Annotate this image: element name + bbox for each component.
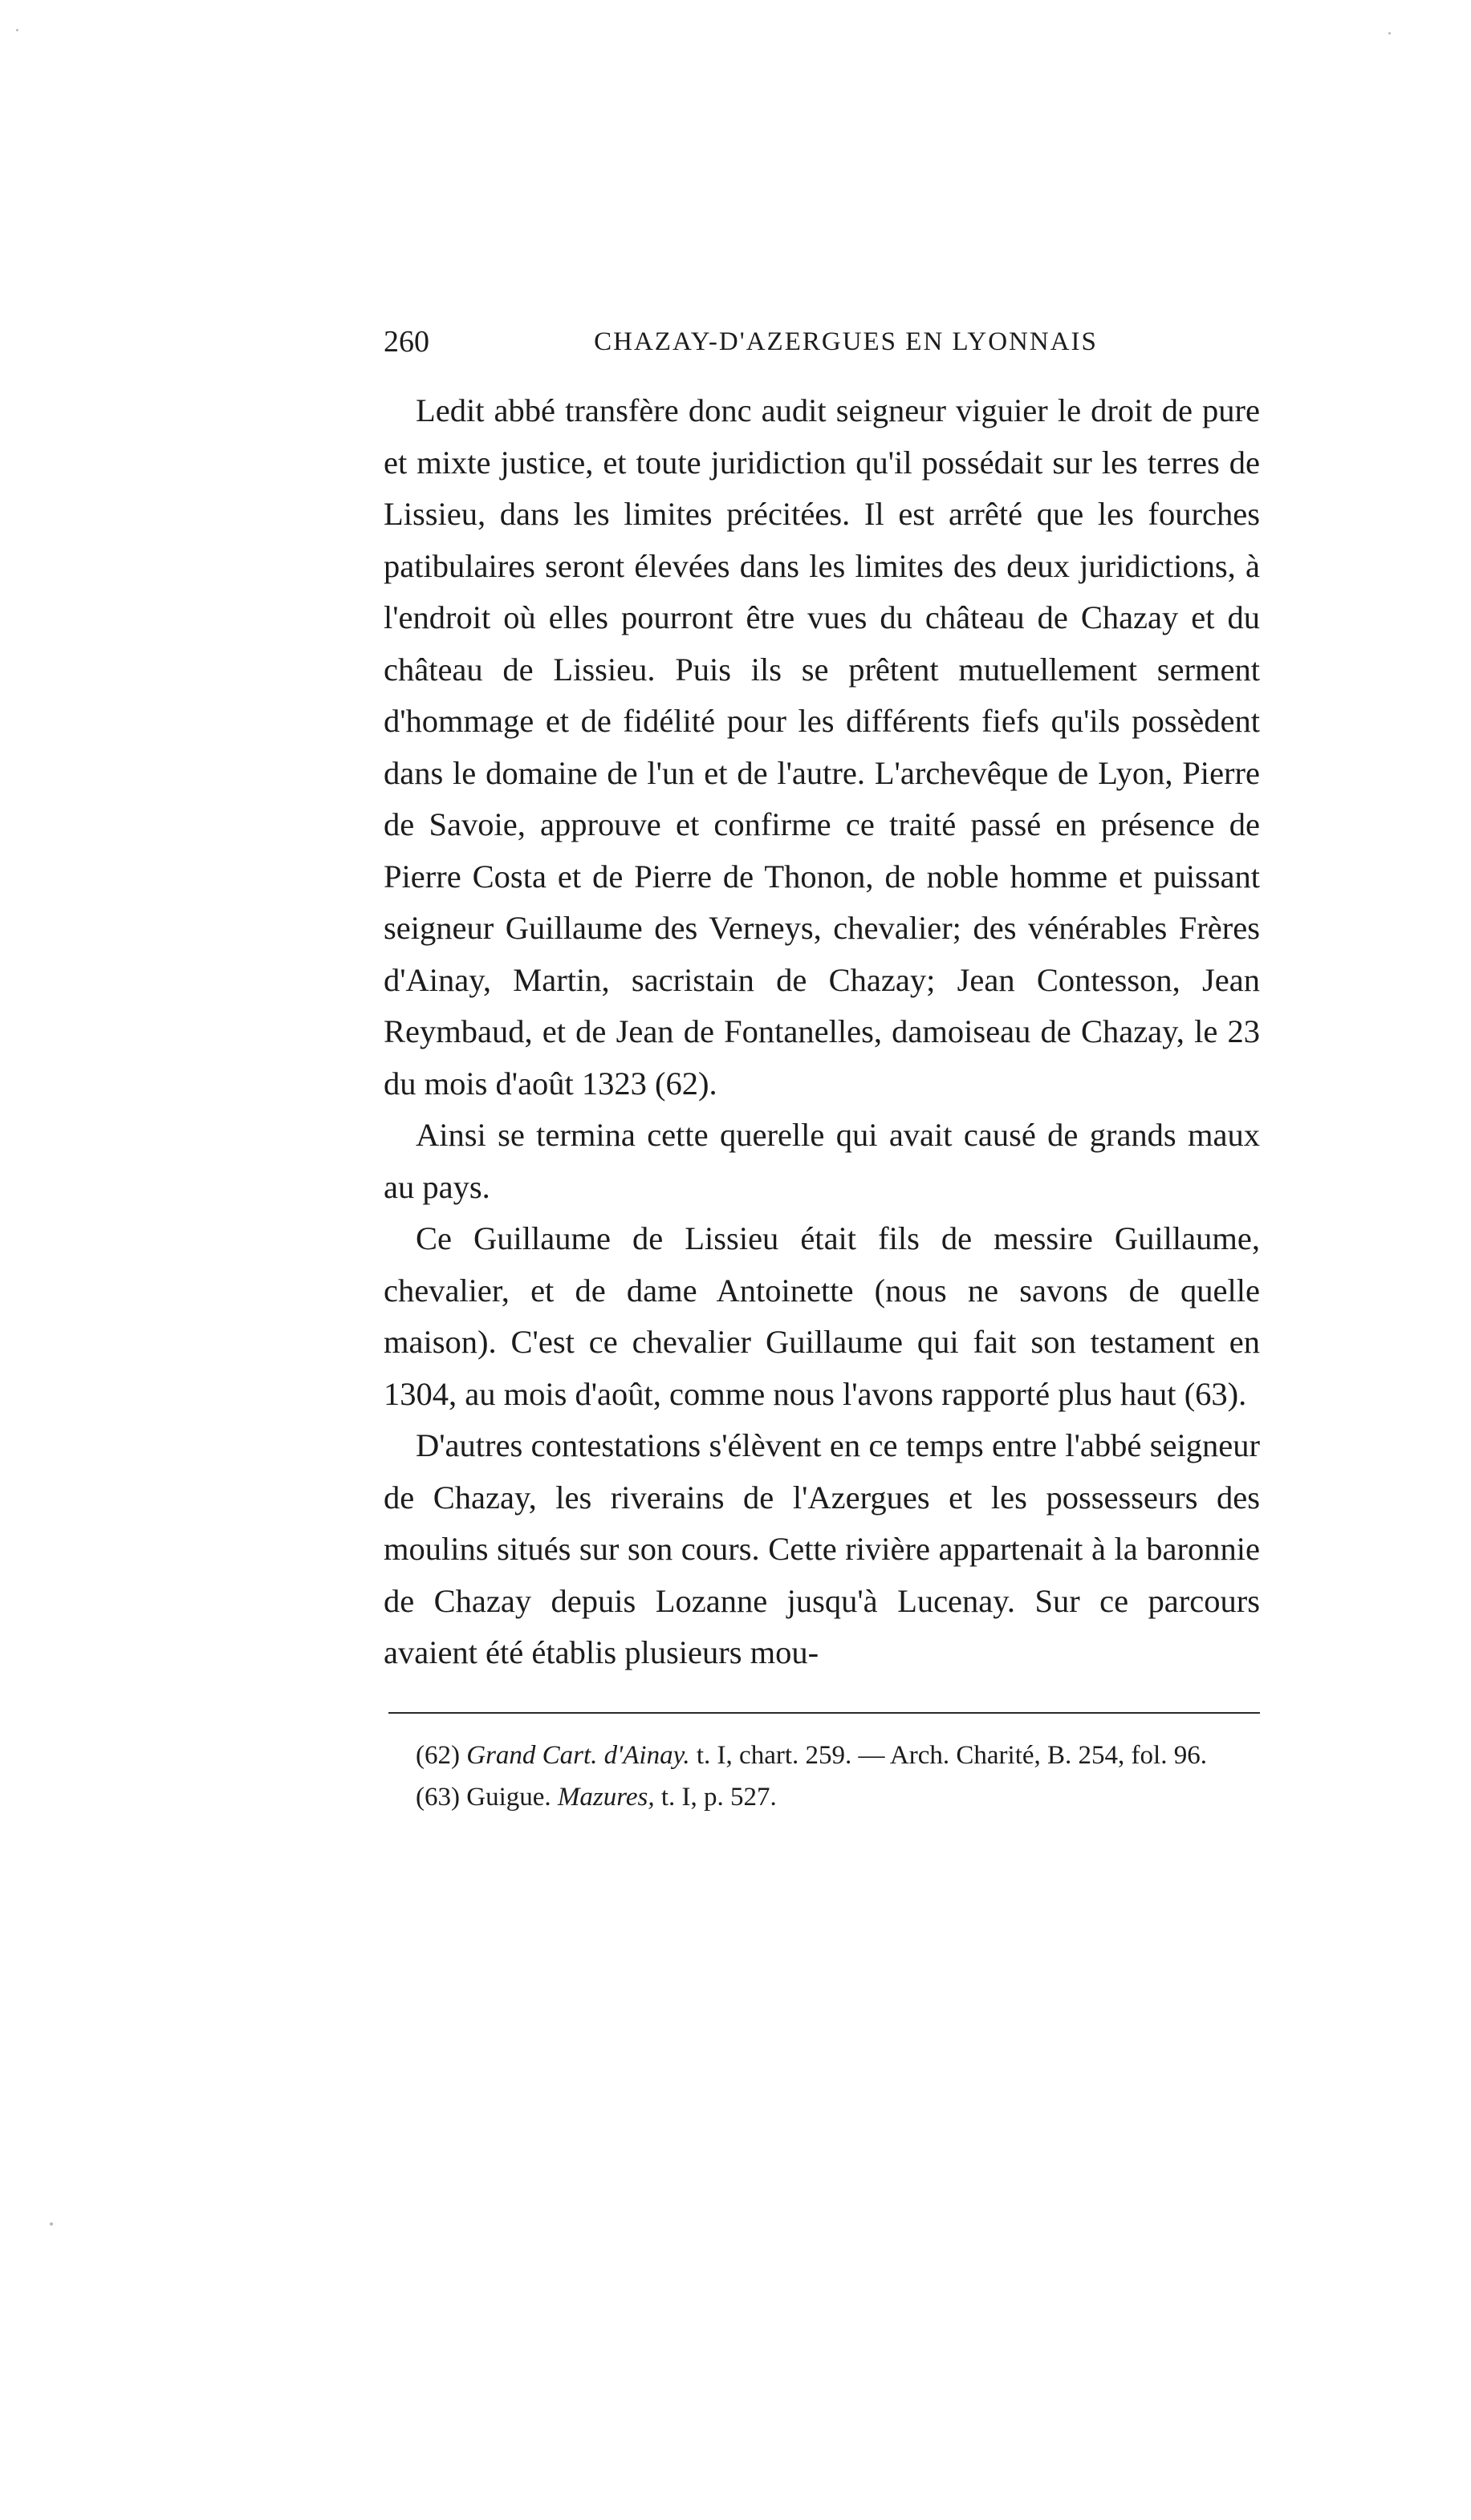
paper-speck [50, 2222, 53, 2226]
paragraph: D'autres contestations s'élèvent en ce temps entre l'abbé seigneur de Chazay, les riverains de l'Azergues et les possesseurs des moulins situés sur son cours. Cette rivière appartenait à la baronnie de Chazay depuis Lozanne jusqu'à Lucenay. Sur ce parcours avaient été établis plusieurs mou- [384, 1427, 1260, 1670]
footnote-62 [384, 1735, 1260, 1776]
footnote-63 [384, 1776, 1260, 1818]
page-header [384, 324, 1260, 366]
footnote-author: Guigue. [466, 1783, 551, 1812]
paper-speck [1388, 32, 1391, 34]
footnote-marker: (63) [416, 1783, 460, 1812]
page-number: 260 [384, 325, 429, 359]
running-title: CHAZAY-D'AZERGUES EN LYONNAIS [594, 327, 1098, 356]
footnote-source: Mazures, [557, 1783, 655, 1812]
footnote-source: Grand Cart. d'Ainay. [466, 1741, 690, 1770]
paragraph: Ainsi se termina cette querelle qui avait causé de grands maux au pays. [384, 1117, 1260, 1205]
footnote-divider [388, 1712, 1260, 1714]
footnotes [384, 1735, 1260, 1818]
paper-speck [16, 29, 18, 31]
paragraph: Ce Guillaume de Lissieu était fils de messire Guillaume, chevalier, et de dame Antoinette (nous ne savons de quelle maison). C'est ce chevalier Guillaume qui fait son testament en 1304, au mois d'août, comme nous l'avons rapporté plus haut (63). [384, 1220, 1260, 1412]
paragraph: Ledit abbé transfère donc audit seigneur viguier le droit de pure et mixte justice, et toute juridiction qu'il possédait sur les terres de Lissieu, dans les limites précitées. Il est arrêté que les fourches patibulaires seront élevées dans les limites des deux juridictions, à l'endroit où elles pourront être vues du château de Chazay et du château de Lissieu. Puis ils se prêtent mutuellement serment d'hommage et de fidélité pour les différents fiefs qu'ils possèdent dans le domaine de l'un et de l'autre. L'archevêque de Lyon, Pierre de Savoie, approuve et confirme ce traité passé en présence de Pierre Costa et de Pierre de Thonon, de noble homme et puissant seigneur Guillaume des Verneys, chevalier; des vénérables Frères d'Ainay, Martin, sacristain de Chazay; Jean Contesson, Jean Reymbaud, et de Jean de Fontanelles, damoiseau de Chazay, le 23 du mois d'août 1323 (62). [384, 392, 1260, 1102]
footnote-reference: t. I, p. 527. [660, 1783, 777, 1812]
body-text [384, 385, 1260, 1679]
footnote-marker: (62) [416, 1741, 460, 1770]
footnote-reference: t. I, chart. 259. — Arch. Charité, B. 254, fol. 96. [696, 1741, 1207, 1770]
